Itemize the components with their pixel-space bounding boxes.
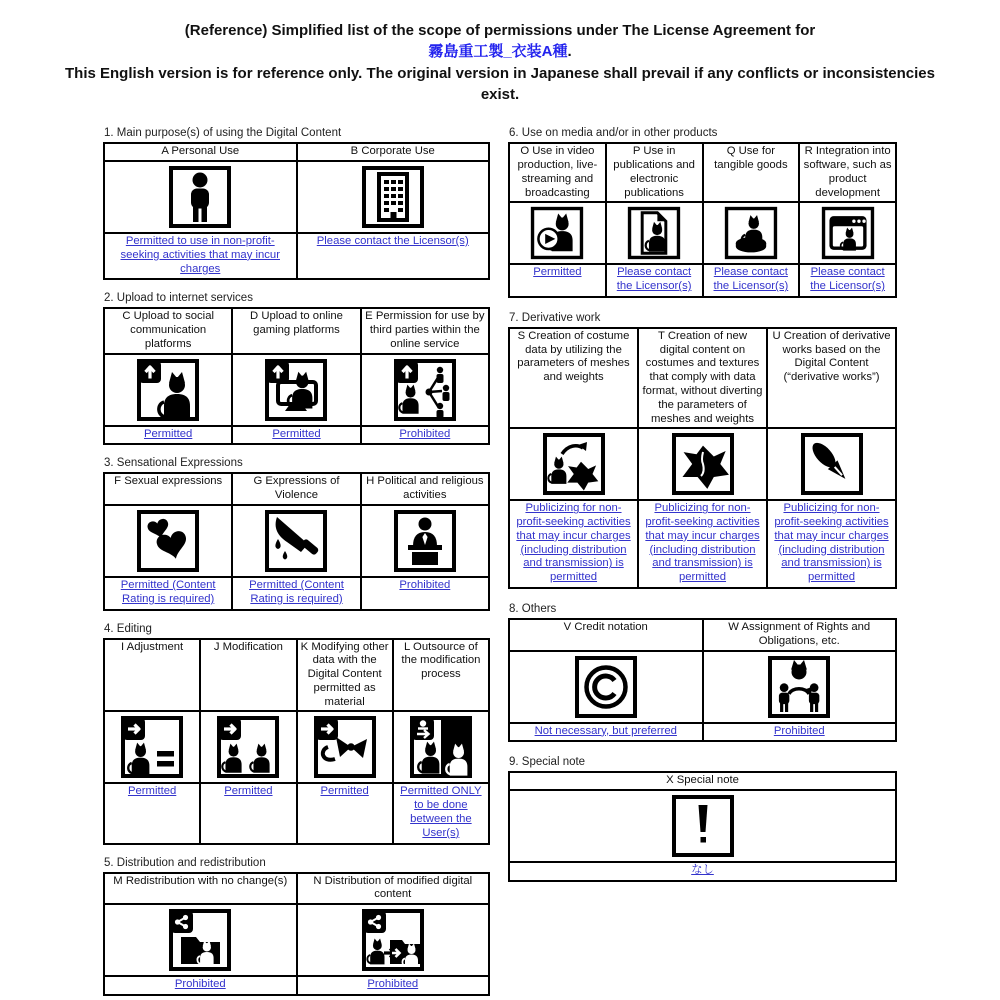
section-main-purpose bbox=[103, 127, 490, 280]
table-editing bbox=[103, 638, 490, 845]
cell-status-K[interactable]: Permitted bbox=[297, 783, 393, 843]
knife-icon bbox=[264, 509, 328, 573]
cell-icon-M bbox=[104, 904, 297, 976]
outsource-icon bbox=[409, 715, 473, 779]
cell-label-O: O Use in video production, live-streaming and broadcasting bbox=[509, 143, 606, 202]
cell-status-D[interactable]: Permitted bbox=[232, 426, 360, 445]
section-others bbox=[508, 603, 897, 742]
cell-icon-R bbox=[799, 202, 896, 264]
section-title: 6. Use on media and/or in other products bbox=[509, 127, 718, 140]
exclamation-icon bbox=[671, 794, 735, 858]
cell-label-F: F Sexual expressions bbox=[104, 473, 232, 505]
cell-label-H: H Political and religious activities bbox=[361, 473, 489, 505]
publications-icon bbox=[627, 206, 681, 260]
cell-status-U[interactable]: Publicizing for non-profit-seeking activities that may incur charges (including distribution and transmission) is permitted bbox=[767, 500, 896, 588]
cell-label-A: A Personal Use bbox=[104, 143, 297, 161]
cell-icon-I bbox=[104, 711, 200, 783]
cell-label-L: L Outsource of the modification process bbox=[393, 639, 489, 712]
section-title: 8. Others bbox=[509, 603, 557, 616]
cell-icon-P bbox=[606, 202, 703, 264]
document-title bbox=[60, 0, 940, 105]
cell-status-R[interactable]: Please contact the Licensor(s) bbox=[799, 264, 896, 297]
cell-icon-B bbox=[297, 161, 490, 233]
cell-status-S[interactable]: Publicizing for non-profit-seeking activities that may incur charges (including distribution and transmission) is permitted bbox=[509, 500, 638, 588]
cell-icon-Q bbox=[703, 202, 800, 264]
cell-icon-F bbox=[104, 505, 232, 577]
table-derivative bbox=[508, 327, 897, 589]
cell-status-X[interactable]: なし bbox=[509, 862, 896, 881]
table-distribution bbox=[103, 872, 490, 996]
pen-icon bbox=[800, 432, 864, 496]
cell-icon-O bbox=[509, 202, 606, 264]
section-title: 4. Editing bbox=[104, 622, 152, 635]
cell-status-N[interactable]: Prohibited bbox=[297, 976, 490, 995]
corporate-building-icon bbox=[361, 165, 425, 229]
cell-label-E: E Permission for use by third parties within the online service bbox=[361, 308, 489, 353]
content-columns bbox=[103, 127, 1000, 996]
table-upload bbox=[103, 307, 490, 445]
cell-icon-U bbox=[767, 428, 896, 500]
cell-icon-E bbox=[361, 354, 489, 426]
product-name: 霧島重工製_衣装A種 bbox=[428, 43, 568, 61]
cell-icon-V bbox=[509, 651, 703, 723]
cell-status-H[interactable]: Prohibited bbox=[361, 577, 489, 610]
rights-assignment-icon bbox=[767, 655, 831, 719]
section-title: 2. Upload to internet services bbox=[104, 292, 253, 305]
cell-label-U: U Creation of derivative works based on the Digital Content (“derivative works”) bbox=[767, 328, 896, 428]
cell-status-M[interactable]: Prohibited bbox=[104, 976, 297, 995]
modified-distribution-icon bbox=[361, 908, 425, 972]
hearts-icon bbox=[136, 509, 200, 573]
software-integration-icon bbox=[821, 206, 875, 260]
cell-label-N: N Distribution of modified digital content bbox=[297, 873, 490, 905]
cell-label-M: M Redistribution with no change(s) bbox=[104, 873, 297, 905]
cell-status-V[interactable]: Not necessary, but preferred bbox=[509, 723, 703, 742]
cell-icon-N bbox=[297, 904, 490, 976]
section-distribution bbox=[103, 857, 490, 996]
cell-label-B: B Corporate Use bbox=[297, 143, 490, 161]
cell-label-R: R Integration into software, such as product development bbox=[799, 143, 896, 202]
cell-status-P[interactable]: Please contact the Licensor(s) bbox=[606, 264, 703, 297]
cell-icon-C bbox=[104, 354, 232, 426]
cell-label-I: I Adjustment bbox=[104, 639, 200, 712]
cell-status-A[interactable]: Permitted to use in non-profit-seeking activities that may incur charges bbox=[104, 233, 297, 279]
cell-label-S: S Creation of costume data by utilizing the parameters of meshes and weights bbox=[509, 328, 638, 428]
tangible-goods-icon bbox=[724, 206, 778, 260]
cell-label-C: C Upload to social communication platforms bbox=[104, 308, 232, 353]
podium-speaker-icon bbox=[393, 509, 457, 573]
costume-creation-icon bbox=[542, 432, 606, 496]
adjustment-icon bbox=[120, 715, 184, 779]
cell-icon-X bbox=[509, 790, 896, 862]
cell-icon-G bbox=[232, 505, 360, 577]
cell-icon-S bbox=[509, 428, 638, 500]
cell-label-P: P Use in publications and electronic publications bbox=[606, 143, 703, 202]
cell-label-Q: Q Use for tangible goods bbox=[703, 143, 800, 202]
upload-gaming-icon bbox=[264, 358, 328, 422]
cell-icon-J bbox=[200, 711, 296, 783]
table-special-note bbox=[508, 771, 897, 882]
section-title: 9. Special note bbox=[509, 756, 586, 769]
redistribution-icon bbox=[168, 908, 232, 972]
upload-social-icon bbox=[136, 358, 200, 422]
cell-status-F[interactable]: Permitted (Content Rating is required) bbox=[104, 577, 232, 610]
cell-icon-W bbox=[703, 651, 897, 723]
modify-other-data-icon bbox=[313, 715, 377, 779]
cell-status-T[interactable]: Publicizing for non-profit-seeking activities that may incur charges (including distribution and transmission) is permitted bbox=[638, 500, 767, 588]
left-column bbox=[103, 127, 490, 996]
section-title: 7. Derivative work bbox=[509, 311, 601, 324]
cell-status-I[interactable]: Permitted bbox=[104, 783, 200, 843]
title-line1: (Reference) Simplified list of the scope of permissions under The License Agreement for bbox=[184, 22, 816, 39]
cell-status-C[interactable]: Permitted bbox=[104, 426, 232, 445]
cell-icon-T bbox=[638, 428, 767, 500]
title-line2: This English version is for reference only. The original version in Japanese shall prevail if any conflicts or inconsistencies exist. bbox=[65, 64, 935, 103]
table-others bbox=[508, 618, 897, 742]
video-production-icon bbox=[530, 206, 584, 260]
table-sensational bbox=[103, 472, 490, 610]
section-title: 3. Sensational Expressions bbox=[104, 457, 243, 470]
section-sensational bbox=[103, 457, 490, 610]
new-costume-content-icon bbox=[671, 432, 735, 496]
cell-status-W[interactable]: Prohibited bbox=[703, 723, 897, 742]
cell-label-D: D Upload to online gaming platforms bbox=[232, 308, 360, 353]
cell-label-G: G Expressions of Violence bbox=[232, 473, 360, 505]
section-title: 5. Distribution and redistribution bbox=[104, 856, 266, 869]
cell-label-V: V Credit notation bbox=[509, 619, 703, 651]
section-upload bbox=[103, 292, 490, 445]
section-media-use bbox=[508, 127, 897, 298]
cell-icon-L bbox=[393, 711, 489, 783]
cell-label-K: K Modifying other data with the Digital Content permitted as material bbox=[297, 639, 393, 712]
cell-status-B[interactable]: Please contact the Licensor(s) bbox=[297, 233, 490, 279]
table-main-purpose bbox=[103, 142, 490, 280]
cell-icon-H bbox=[361, 505, 489, 577]
modification-icon bbox=[216, 715, 280, 779]
cell-status-Q[interactable]: Please contact the Licensor(s) bbox=[703, 264, 800, 297]
cell-status-E[interactable]: Prohibited bbox=[361, 426, 489, 445]
cell-status-O[interactable]: Permitted bbox=[509, 264, 606, 297]
cell-label-T: T Creation of new digital content on costumes and textures that comply with data format, without diverting the parameters of meshes and weights bbox=[638, 328, 767, 428]
person-icon bbox=[168, 165, 232, 229]
cell-icon-A bbox=[104, 161, 297, 233]
section-derivative bbox=[508, 312, 897, 589]
cell-status-L[interactable]: Permitted ONLY to be done between the User(s) bbox=[393, 783, 489, 843]
right-column bbox=[508, 127, 897, 996]
section-editing bbox=[103, 623, 490, 845]
cell-label-J: J Modification bbox=[200, 639, 296, 712]
table-media-use bbox=[508, 142, 897, 298]
product-suffix: . bbox=[567, 43, 572, 61]
cell-icon-D bbox=[232, 354, 360, 426]
cell-icon-K bbox=[297, 711, 393, 783]
cell-label-W: W Assignment of Rights and Obligations, etc. bbox=[703, 619, 897, 651]
title-product-line bbox=[60, 41, 940, 62]
copyright-icon bbox=[574, 655, 638, 719]
cell-label-X: X Special note bbox=[509, 772, 896, 790]
section-special-note bbox=[508, 756, 897, 882]
cell-status-G[interactable]: Permitted (Content Rating is required) bbox=[232, 577, 360, 610]
third-party-share-icon bbox=[393, 358, 457, 422]
cell-status-J[interactable]: Permitted bbox=[200, 783, 296, 843]
section-title: 1. Main purpose(s) of using the Digital Content bbox=[104, 127, 342, 140]
